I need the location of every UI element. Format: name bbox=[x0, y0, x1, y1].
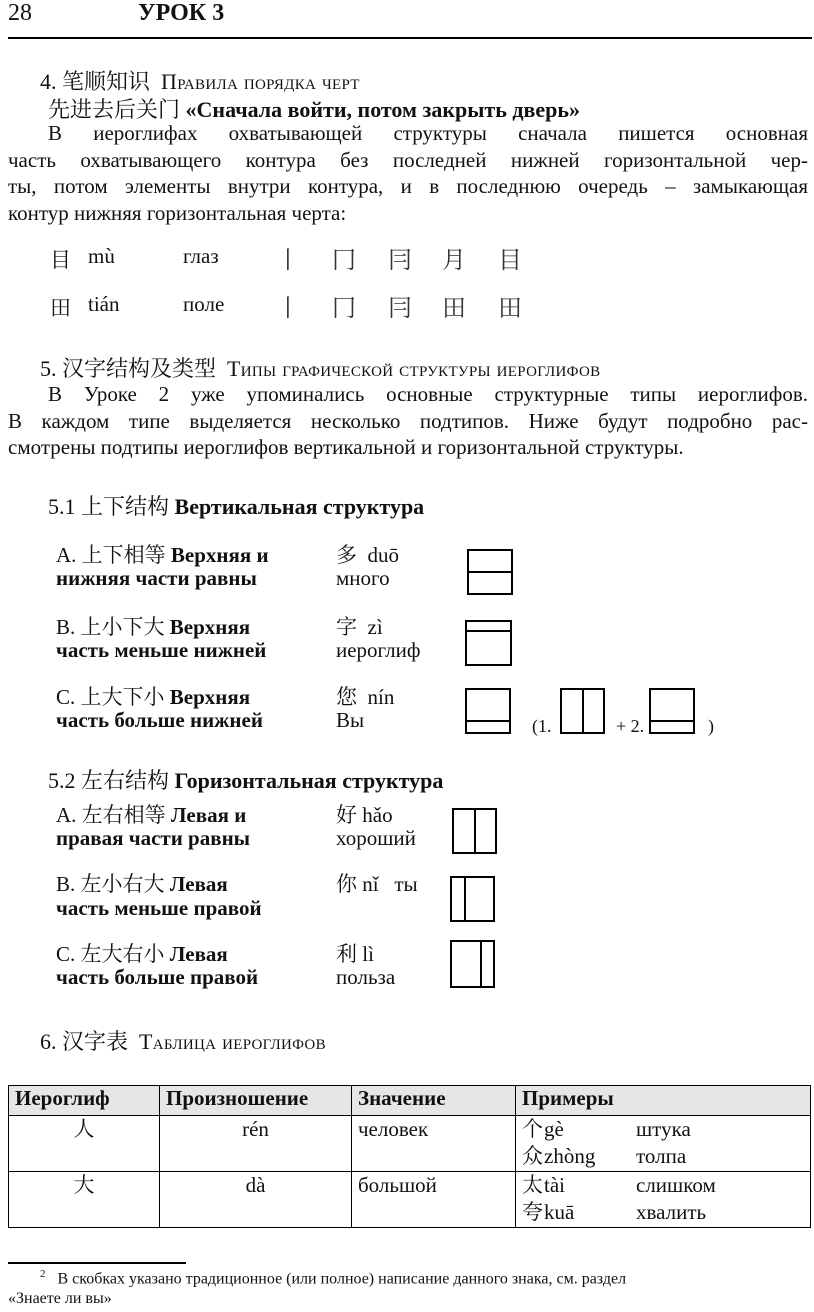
item-code: B. 左小右大 bbox=[56, 872, 165, 896]
extra-plus: + 2. bbox=[616, 716, 645, 736]
example-line bbox=[522, 1143, 804, 1170]
example-meaning: слишком bbox=[636, 1173, 716, 1197]
item-char-pinyin bbox=[336, 868, 418, 898]
item-code: C. 左大右小 bbox=[56, 942, 165, 966]
example-pinyin: gè bbox=[544, 1117, 564, 1141]
divider-line bbox=[582, 690, 584, 732]
item-meaning: много bbox=[336, 566, 390, 590]
item-line2: нижняя части равны bbox=[56, 566, 257, 590]
divider-line bbox=[467, 630, 510, 632]
item-line1 bbox=[56, 611, 250, 641]
item-char: 多 bbox=[336, 543, 357, 567]
cell-meaning: большой bbox=[352, 1172, 516, 1228]
section4-paragraph bbox=[8, 120, 808, 226]
stroke-step: 丨 bbox=[276, 294, 300, 322]
extra-close: ) bbox=[708, 716, 714, 736]
example-pinyin: zhòng bbox=[544, 1144, 596, 1168]
item-line2: часть больше нижней bbox=[56, 708, 263, 732]
rule-ru: «Сначала войти, потом закрыть дверь» bbox=[185, 97, 581, 122]
item-meaning: польза bbox=[336, 965, 396, 989]
divider-line bbox=[474, 810, 476, 852]
divider-line bbox=[464, 878, 466, 920]
section5-heading bbox=[40, 352, 600, 383]
stroke-step: 冃 bbox=[388, 294, 412, 322]
item-desc: Левая и bbox=[170, 803, 247, 827]
header-rule bbox=[8, 37, 812, 39]
section4-title-ru: Правила порядка черт bbox=[161, 69, 360, 94]
item-line1 bbox=[56, 539, 269, 569]
cell-pron: dà bbox=[160, 1172, 352, 1228]
item-char: 您 bbox=[336, 685, 357, 709]
item-line2: часть меньше правой bbox=[56, 896, 262, 920]
example-pinyin: mù bbox=[88, 244, 115, 268]
cell-char: 大 bbox=[9, 1172, 160, 1228]
item-char: 字 bbox=[336, 615, 357, 639]
example-char: 众 bbox=[522, 1144, 543, 1168]
item-line1 bbox=[56, 868, 228, 898]
horizontal-heading bbox=[48, 764, 443, 795]
item-char-pinyin bbox=[336, 681, 394, 711]
page-number: 28 bbox=[8, 0, 32, 26]
item-char-pinyin bbox=[336, 799, 393, 829]
stroke-step: 冂 bbox=[332, 294, 356, 322]
item-meaning: хороший bbox=[336, 826, 416, 850]
example-pinyin: kuā bbox=[544, 1200, 575, 1224]
example-meaning: поле bbox=[183, 292, 225, 316]
structure-diagram-left-small bbox=[450, 876, 495, 922]
example-meaning: штука bbox=[636, 1117, 691, 1141]
column-header: Примеры bbox=[516, 1086, 811, 1116]
item-code: B. 上小下大 bbox=[56, 615, 165, 639]
example-meaning: хвалить bbox=[636, 1200, 707, 1224]
item-pinyin: nǐ bbox=[362, 872, 379, 896]
stroke-step: 冃 bbox=[388, 246, 412, 274]
example-char: 个 bbox=[522, 1117, 543, 1141]
stroke-step: 月 bbox=[442, 246, 466, 274]
section6-title-ru: Таблица иероглифов bbox=[139, 1029, 326, 1054]
vertical-title-cn: 5.1 上下结构 bbox=[48, 494, 170, 519]
structure-diagram-equal-vertical bbox=[467, 549, 513, 595]
item-code: C. 上大下小 bbox=[56, 685, 165, 709]
character-table bbox=[8, 1085, 811, 1228]
cell-meaning: человек bbox=[352, 1116, 516, 1172]
item-desc: Левая bbox=[169, 942, 228, 966]
item-char-pinyin bbox=[336, 611, 383, 641]
example-pinyin: tài bbox=[544, 1173, 565, 1197]
item-desc: Верхняя и bbox=[170, 543, 269, 567]
divider-line bbox=[469, 571, 511, 573]
section6-heading bbox=[40, 1025, 326, 1056]
item-pinyin: nín bbox=[367, 685, 395, 709]
item-line1 bbox=[56, 799, 246, 829]
item-code: A. 左右相等 bbox=[56, 803, 166, 827]
item-char: 你 bbox=[336, 872, 357, 896]
column-header: Произношение bbox=[160, 1086, 352, 1116]
item-pinyin: lì bbox=[362, 942, 374, 966]
item-pinyin: zì bbox=[367, 615, 383, 639]
example-line bbox=[522, 1116, 804, 1143]
para-line: В иероглифах охватывающей структуры сначала пишется основная bbox=[48, 121, 808, 145]
example-char: 目 bbox=[50, 248, 71, 272]
cell-char: 人 bbox=[9, 1116, 160, 1172]
structure-diagram-equal-horizontal bbox=[452, 808, 497, 854]
footnote-line2: «Знаете ли вы» bbox=[8, 1290, 112, 1307]
item-line2: правая части равны bbox=[56, 826, 251, 850]
example-char: 夸 bbox=[522, 1200, 543, 1224]
para-line: В Уроке 2 уже упоминались основные структурные типы иероглифов. bbox=[48, 382, 808, 406]
footnote-line1 bbox=[8, 1268, 808, 1288]
stroke-step: 田 bbox=[442, 294, 466, 322]
lesson-title: УРОК 3 bbox=[138, 0, 225, 26]
item-pinyin: hǎo bbox=[362, 803, 393, 827]
item-char: 利 bbox=[336, 942, 357, 966]
para-line: контур нижняя горизонтальная черта: bbox=[8, 200, 347, 225]
item-line1 bbox=[56, 938, 228, 968]
rule-cn: 先进去后关门 bbox=[48, 97, 181, 122]
vertical-heading bbox=[48, 490, 424, 521]
structure-diagram-top-large-alt bbox=[649, 688, 695, 734]
horizontal-title-ru: Горизонтальная структура bbox=[174, 768, 444, 793]
divider-line bbox=[651, 720, 693, 722]
stroke-step: 丨 bbox=[276, 246, 300, 274]
structure-diagram-top-large bbox=[465, 688, 511, 734]
cell-examples bbox=[516, 1172, 811, 1228]
footnote-rule bbox=[8, 1262, 186, 1264]
example-meaning: толпа bbox=[636, 1144, 687, 1168]
structure-diagram-top-small bbox=[465, 620, 512, 666]
divider-line bbox=[480, 942, 482, 986]
table-row bbox=[9, 1172, 811, 1228]
example-pinyin: tián bbox=[88, 292, 120, 316]
section4-title-cn: 4. 笔顺知识 bbox=[40, 69, 151, 94]
item-line1 bbox=[56, 681, 250, 711]
item-line2: часть больше правой bbox=[56, 965, 259, 989]
footnote-mark: 2 bbox=[40, 1268, 46, 1280]
section4-heading bbox=[40, 65, 360, 96]
item-pinyin: duō bbox=[367, 543, 399, 567]
item-desc: Верхняя bbox=[169, 615, 251, 639]
item-desc: Левая bbox=[169, 872, 228, 896]
divider-line bbox=[467, 720, 509, 722]
stroke-step: 田 bbox=[498, 294, 522, 322]
cell-pron: rén bbox=[160, 1116, 352, 1172]
item-desc: Верхняя bbox=[169, 685, 251, 709]
para-line: ты, потом элементы внутри контура, и в последнюю очередь – замыкающая bbox=[8, 174, 808, 198]
example-char: 田 bbox=[50, 296, 71, 320]
table-row bbox=[9, 1116, 811, 1172]
vertical-title-ru: Вертикальная структура bbox=[174, 494, 425, 519]
para-line: часть охватывающего контура без последней нижней горизонтальной чер- bbox=[8, 147, 808, 172]
section6-title-cn: 6. 汉字表 bbox=[40, 1029, 129, 1054]
horizontal-title-cn: 5.2 左右结构 bbox=[48, 768, 170, 793]
example-meaning: глаз bbox=[183, 244, 219, 268]
item-meaning: Вы bbox=[336, 708, 365, 732]
para-line: смотрены подтипы иероглифов вертикальной и горизонтальной структуры. bbox=[8, 435, 684, 459]
item-line2: часть меньше нижней bbox=[56, 638, 267, 662]
table-header-row bbox=[9, 1086, 811, 1116]
example-char: 太 bbox=[522, 1173, 543, 1197]
stroke-step: 冂 bbox=[332, 246, 356, 274]
structure-diagram-left-large bbox=[450, 940, 495, 988]
item-char-pinyin bbox=[336, 938, 374, 968]
cell-examples bbox=[516, 1116, 811, 1172]
para-line: В каждом типе выделяется несколько подтипов. Ниже будут подробно рас- bbox=[8, 408, 808, 433]
structure-diagram-left-right bbox=[560, 688, 605, 734]
stroke-step: 目 bbox=[498, 246, 522, 274]
section5-title-ru: Типы графической структуры иероглифов bbox=[227, 356, 601, 381]
section5-title-cn: 5. 汉字结构及类型 bbox=[40, 356, 217, 381]
column-header: Значение bbox=[352, 1086, 516, 1116]
example-line bbox=[522, 1172, 804, 1199]
item-char-pinyin bbox=[336, 539, 399, 569]
item-meaning: ты bbox=[394, 872, 418, 896]
item-char: 好 bbox=[336, 803, 357, 827]
example-line bbox=[522, 1199, 804, 1226]
item-meaning: иероглиф bbox=[336, 638, 421, 662]
section5-paragraph bbox=[8, 381, 808, 461]
footnote-text: В скобках указано традиционное (или полное) написание данного знака, см. раздел bbox=[57, 1270, 627, 1288]
item-code: A. 上下相等 bbox=[56, 543, 166, 567]
column-header: Иероглиф bbox=[9, 1086, 160, 1116]
extra-open: (1. bbox=[532, 716, 552, 736]
